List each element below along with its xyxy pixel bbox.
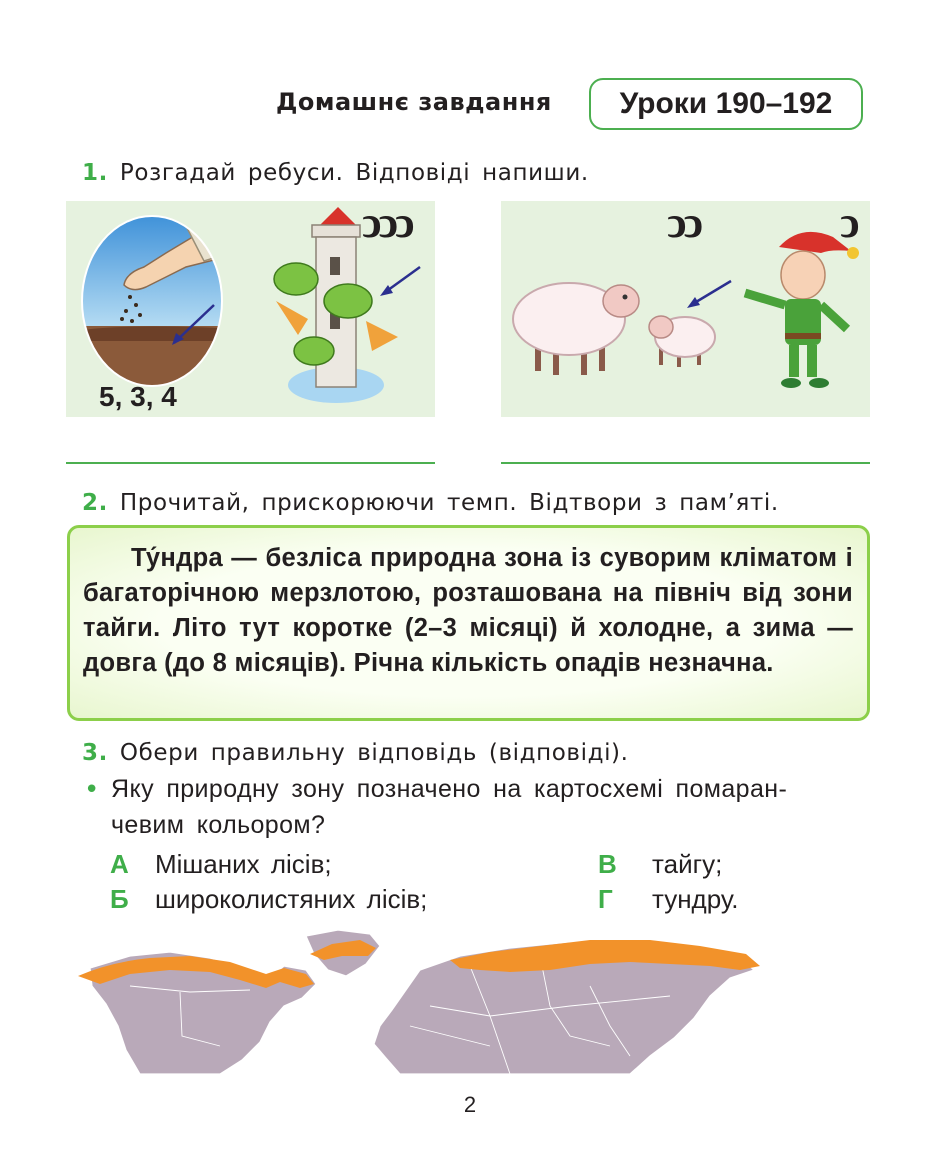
reading-box bbox=[67, 525, 870, 721]
question-bullet: • bbox=[84, 775, 100, 805]
rebus-2-commas-right: ͻ bbox=[840, 198, 857, 247]
rebus-panel-2 bbox=[501, 198, 870, 417]
map-schematic bbox=[70, 926, 770, 1074]
task-1-number: 1. bbox=[82, 160, 108, 186]
rebus-2-commas-left: ͻͻ bbox=[667, 198, 701, 247]
option-v-text: тайгу; bbox=[652, 849, 723, 879]
task-3-text: Обери правильну відповідь (відповіді). bbox=[119, 740, 629, 766]
option-g-text: тундру. bbox=[652, 884, 739, 914]
sheep-icon bbox=[513, 283, 639, 375]
world-map-illustration bbox=[70, 926, 770, 1074]
reading-text: Ту́ндра — безліса природна зона із суворим кліматом і багаторічною мерзлотою, розташована на північ від зони тайги. Літо тут коротке (2–3 місяці) й холодне, а зима — довга (до 8 місяців). Річна кількість опадів незначна. bbox=[83, 544, 853, 677]
task-1-text: Розгадай ребуси. Відповіді напиши. bbox=[119, 160, 589, 186]
task-2-number: 2. bbox=[82, 490, 108, 516]
question-line-1: Яку природну зону позначено на картосхемі помаран- bbox=[111, 775, 788, 803]
sowing-hand-icon bbox=[76, 211, 236, 396]
rebus-1-numbers: 5, 3, 4 bbox=[99, 381, 177, 412]
task-2-text: Прочитай, прискорюючи темп. Відтвори з пам’яті. bbox=[119, 490, 779, 516]
option-b-letter: Б bbox=[110, 884, 129, 914]
question-line-2: чевим кольором? bbox=[111, 811, 326, 839]
lamb-icon bbox=[649, 316, 715, 367]
answer-line-1[interactable] bbox=[66, 462, 435, 464]
option-b[interactable] bbox=[110, 884, 129, 915]
elf-icon bbox=[745, 232, 859, 388]
option-a-text: Мішаних лісів; bbox=[155, 849, 332, 879]
option-a[interactable] bbox=[110, 849, 129, 880]
task-1-heading bbox=[82, 160, 589, 186]
option-b-text: широколистяних лісів; bbox=[155, 884, 428, 914]
lessons-badge: Уроки 190–192 bbox=[589, 78, 863, 130]
page-number: 2 bbox=[463, 1092, 477, 1117]
homework-title: Домашнє завдання bbox=[276, 88, 552, 116]
rebus-1-commas: ͻͻͻ bbox=[362, 198, 412, 247]
rebus-panel-1 bbox=[66, 198, 435, 417]
answer-line-2[interactable] bbox=[501, 462, 870, 464]
task-3-heading bbox=[82, 740, 629, 766]
option-g-letter: Г bbox=[598, 884, 613, 914]
option-v-letter: В bbox=[598, 849, 617, 879]
option-v[interactable] bbox=[598, 849, 617, 880]
option-a-letter: А bbox=[110, 849, 129, 879]
task-2-heading bbox=[82, 490, 779, 516]
task-3-number: 3. bbox=[82, 740, 108, 766]
option-g[interactable] bbox=[598, 884, 613, 915]
